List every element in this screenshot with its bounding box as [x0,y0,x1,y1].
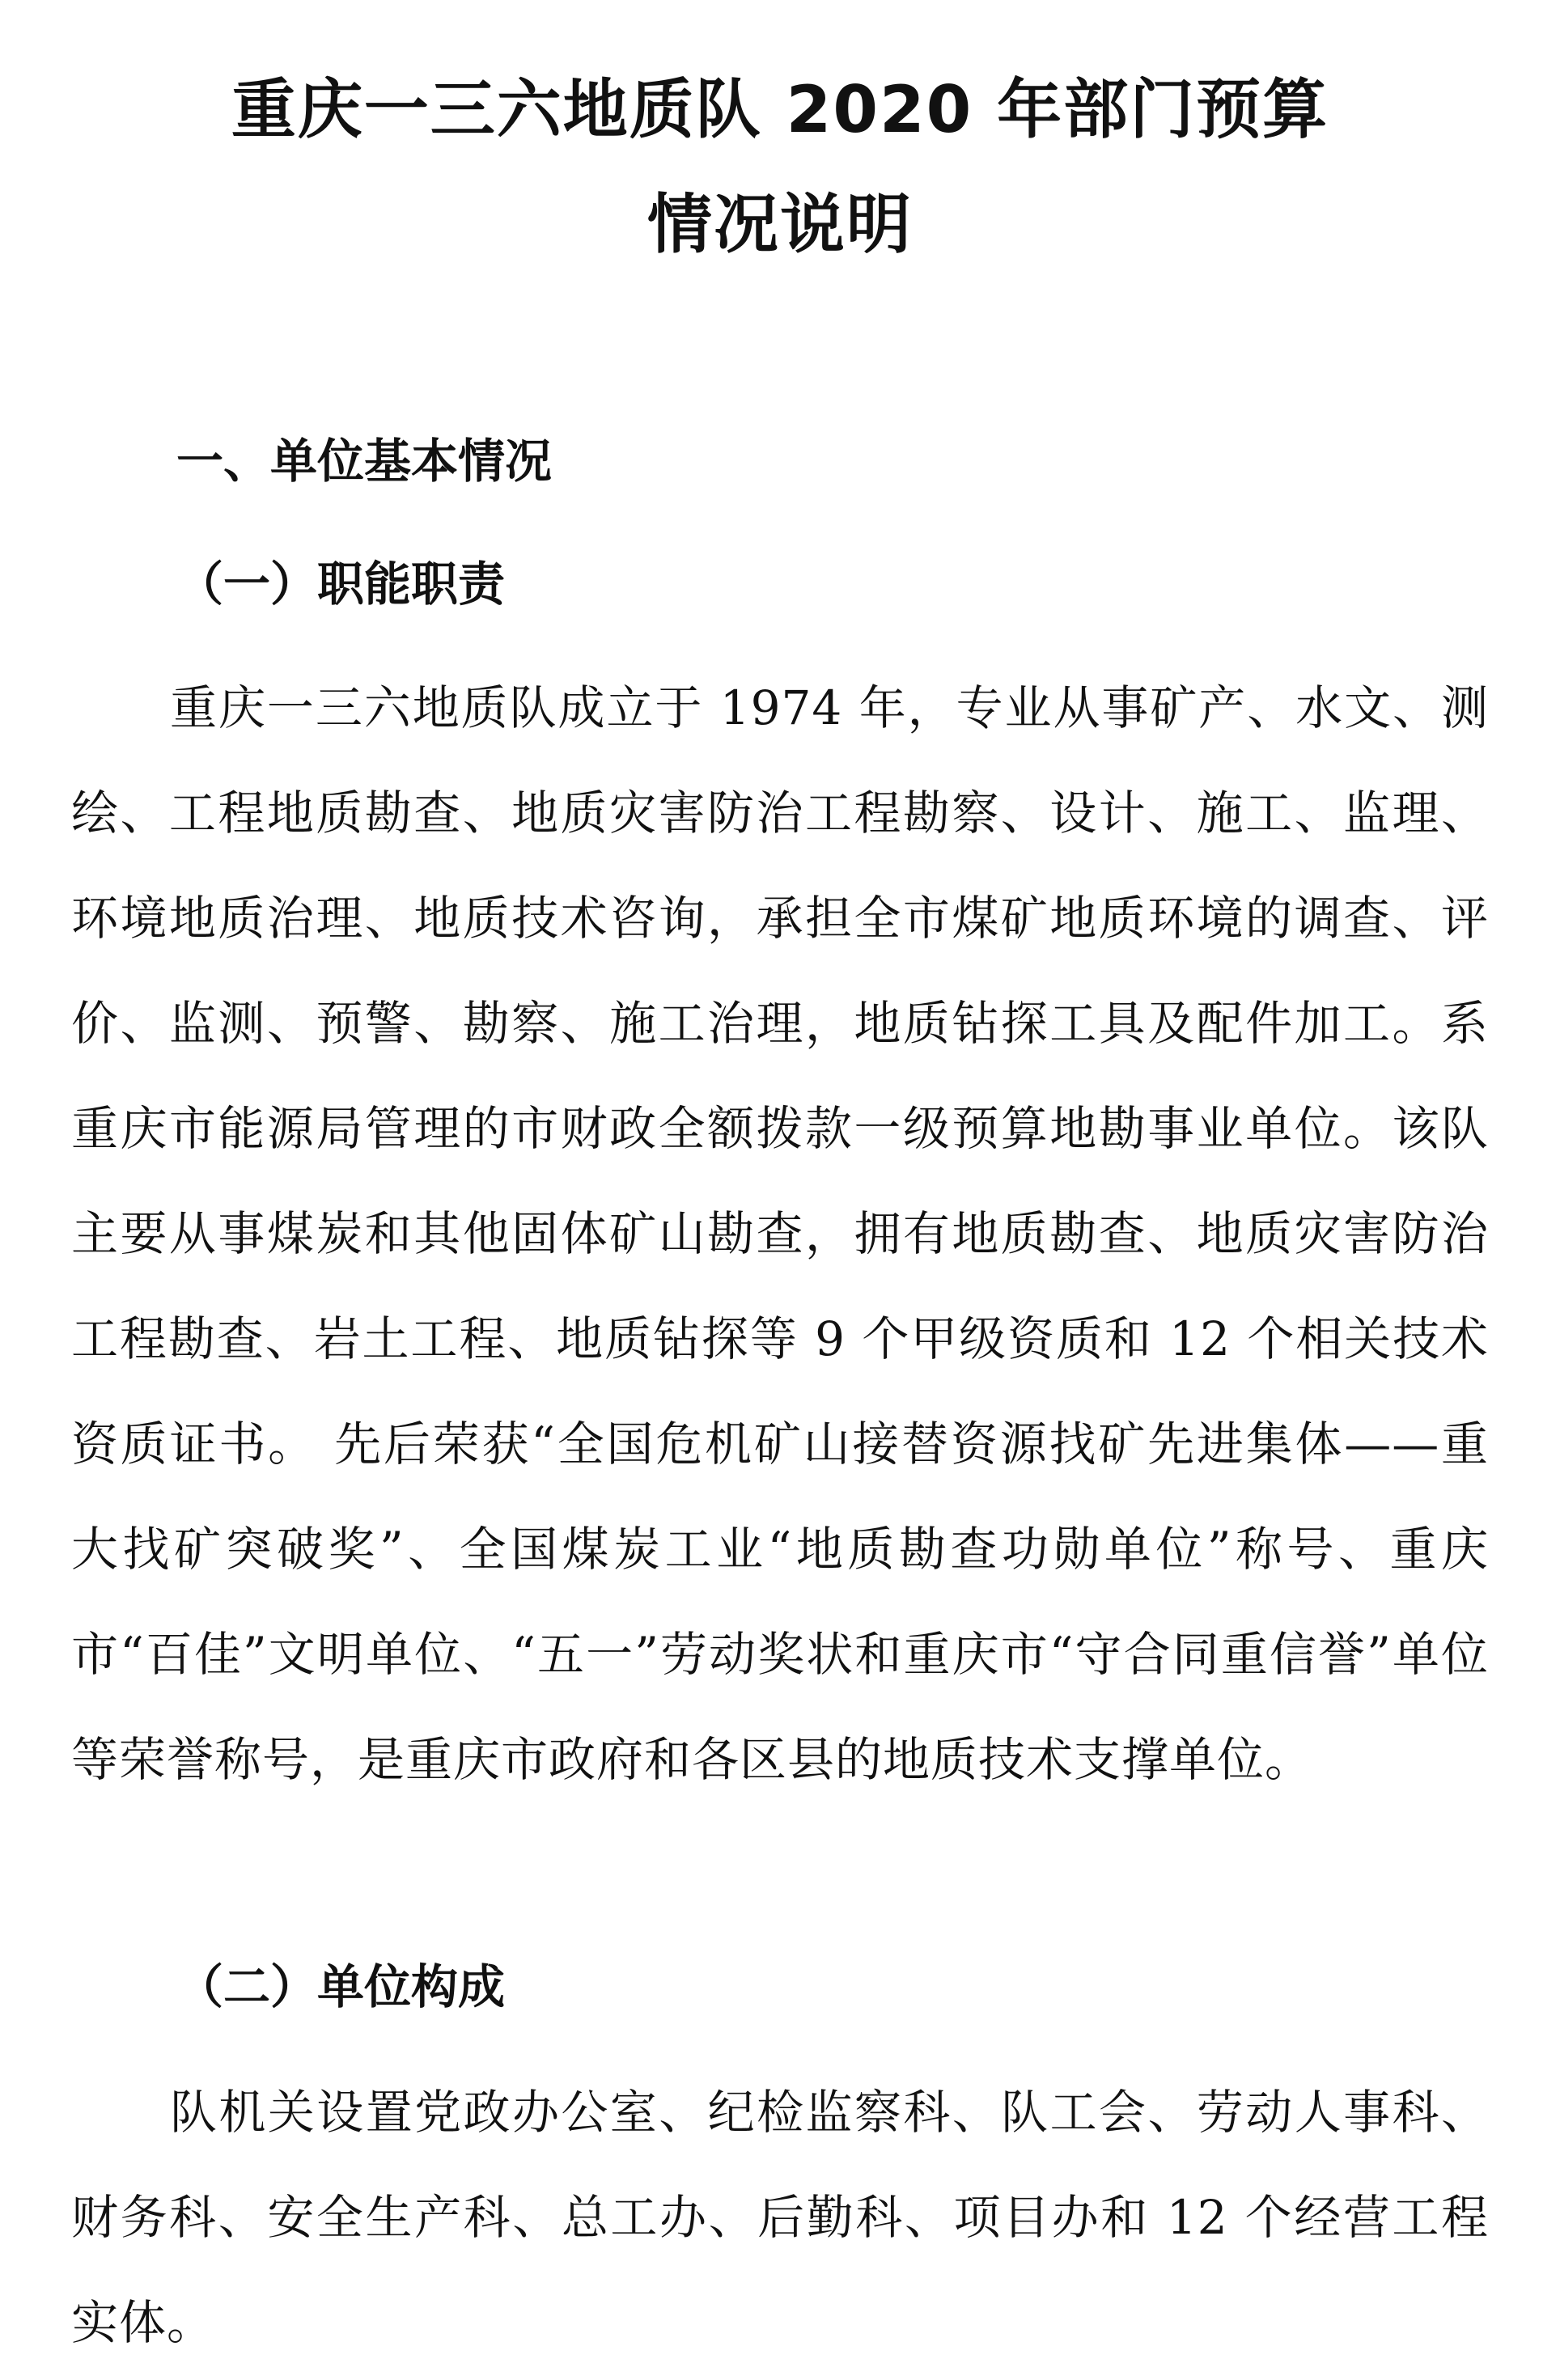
document-title-line-2: 情况说明 [647,187,913,262]
paragraph-functions: 重庆一三六地质队成立于 1974 年，专业从事矿产、水文、测绘、工程地质勘查、地质灾害防治工程勘察、设计、施工、监理、环境地质治理、地质技术咨询，承担全市煤矿地质环境的调查、评价、监测、预警、勘察、施工治理，地质钻探工具及配件加工。系重庆市能源局管理的市财政全额拨款一级预算地勘事业单位。该队主要从事煤炭和其他固体矿山勘查，拥有地质勘查、地质灾害防治工程勘查、岩土工程、地质钻探等 9 个甲级资质和 12 个相关技术资质证书。 先后荣获“全国危机矿山接替资源找矿先进集体——重大找矿突破奖”、全国煤炭工业“地质勘查功勋单位”称号、重庆市“百佳”文明单位、“五一”劳动奖状和重庆市“守合同重信誉”单位等荣誉称号，是重庆市政府和各区县的地质技术支撑单位。 [71,680,1489,1787]
paragraph-composition: 队机关设置党政办公室、纪检监察科、队工会、劳动人事科、财务科、安全生产科、总工办、后勤科、项目办和 12 个经营工程实体。 [71,2085,1489,2350]
subsection-heading-functions: （一）职能职责 [176,557,506,612]
document-title-line-1: 重庆一三六地质队 2020 年部门预算 [231,72,1329,147]
section-heading-basic-info: 一、单位基本情况 [176,434,553,489]
subsection-heading-composition: （二）单位构成 [176,1959,506,2014]
